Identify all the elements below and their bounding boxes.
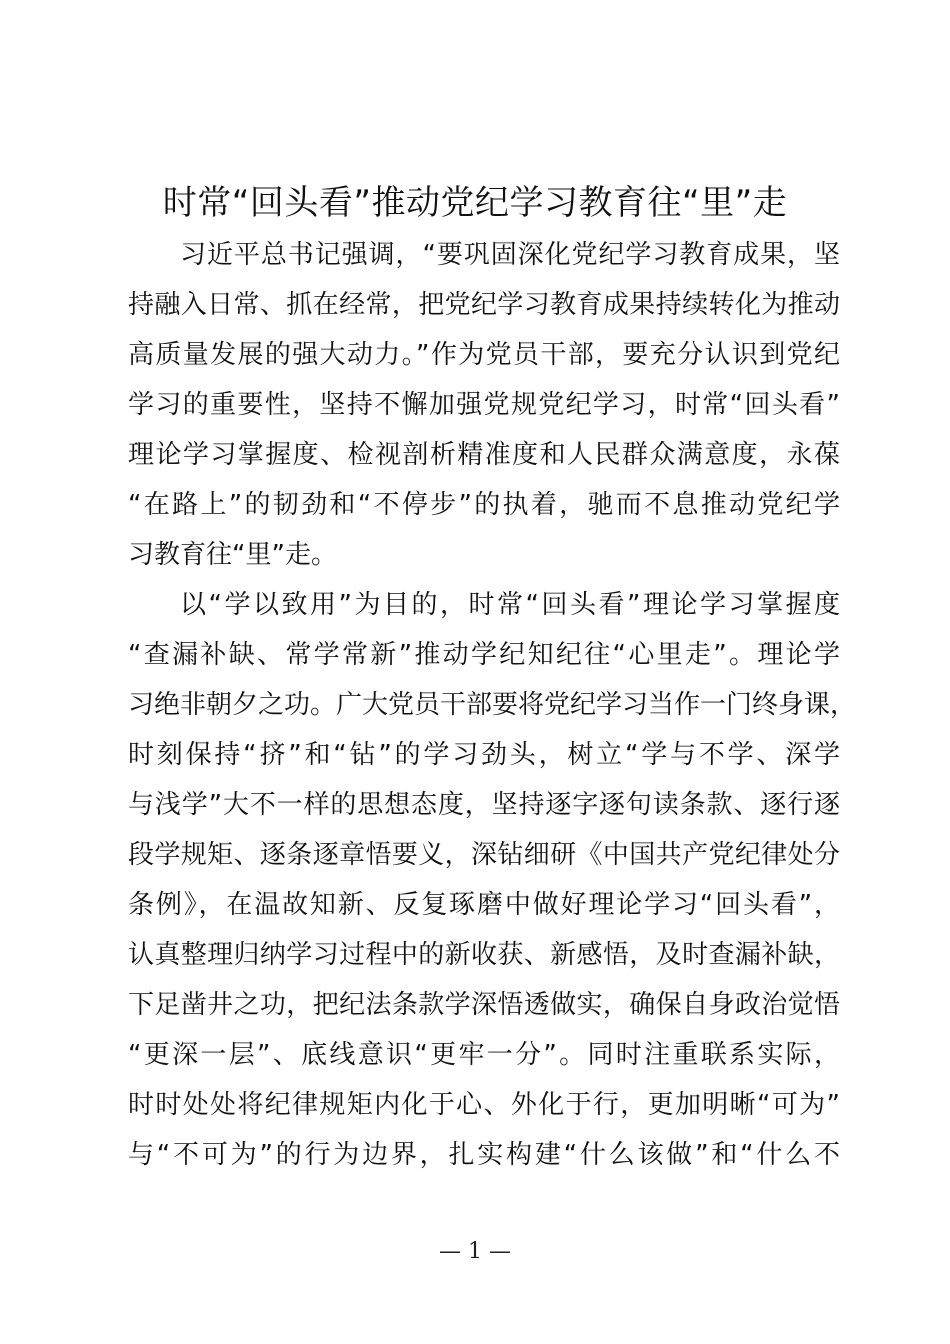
text-line: 持融入日常、抓在经常，把党纪学习教育成果持续转化为推动 [128, 290, 840, 320]
document-title: 时常“回头看”推动党纪学习教育往“里”走 [162, 183, 788, 223]
paragraph-1 [128, 230, 840, 580]
text-line: 习教育往“里”走。 [128, 540, 337, 570]
text-line: 高质量发展的强大动力。”作为党员干部，要充分认识到党纪 [128, 340, 840, 370]
text-line: 习绝非朝夕之功。广大党员干部要将党纪学习当作一门终身课， [128, 690, 857, 720]
text-line: 与浅学”大不一样的思想态度，坚持逐字逐句读条款、逐行逐 [128, 790, 840, 820]
text-line: 时时处处将纪律规矩内化于心、外化于行，更加明晰“可为” [128, 1090, 840, 1120]
text-line: 与“不可为”的行为边界，扎实构建“什么该做”和“什么不 [128, 1140, 840, 1170]
text-line: 理论学习掌握度、检视剖析精准度和人民群众满意度，永葆 [128, 440, 840, 470]
text-line: 学习的重要性，坚持不懈加强党规党纪学习，时常“回头看” [128, 390, 840, 420]
text-line: 习近平总书记强调，“要巩固深化党纪学习教育成果，坚 [180, 240, 840, 270]
text-line: 时刻保持“挤”和“钻”的学习劲头，树立“学与不学、深学 [128, 740, 840, 770]
text-line: 下足凿井之功，把纪法条款学深悟透做实，确保自身政治觉悟 [128, 990, 840, 1020]
text-line: “更深一层”、底线意识“更牢一分”。同时注重联系实际， [128, 1040, 840, 1070]
text-line: 以“学以致用”为目的，时常“回头看”理论学习掌握度 [180, 590, 840, 620]
text-line: 认真整理归纳学习过程中的新收获、新感悟，及时查漏补缺， [128, 940, 840, 970]
paragraph-2 [128, 580, 857, 1180]
text-line: “在路上”的韧劲和“不停步”的执着，驰而不息推动党纪学 [128, 490, 840, 520]
text-line: 段学规矩、逐条逐章悟要义，深钻细研《中国共产党纪律处分 [128, 840, 840, 870]
text-line: 条例》，在温故知新、反复琢磨中做好理论学习“回头看”， [128, 890, 840, 920]
text-line: “查漏补缺、常学常新”推动学纪知纪往“心里走”。理论学 [128, 640, 840, 670]
document-body [128, 230, 857, 1180]
page-number: — 1 — [439, 1239, 511, 1264]
